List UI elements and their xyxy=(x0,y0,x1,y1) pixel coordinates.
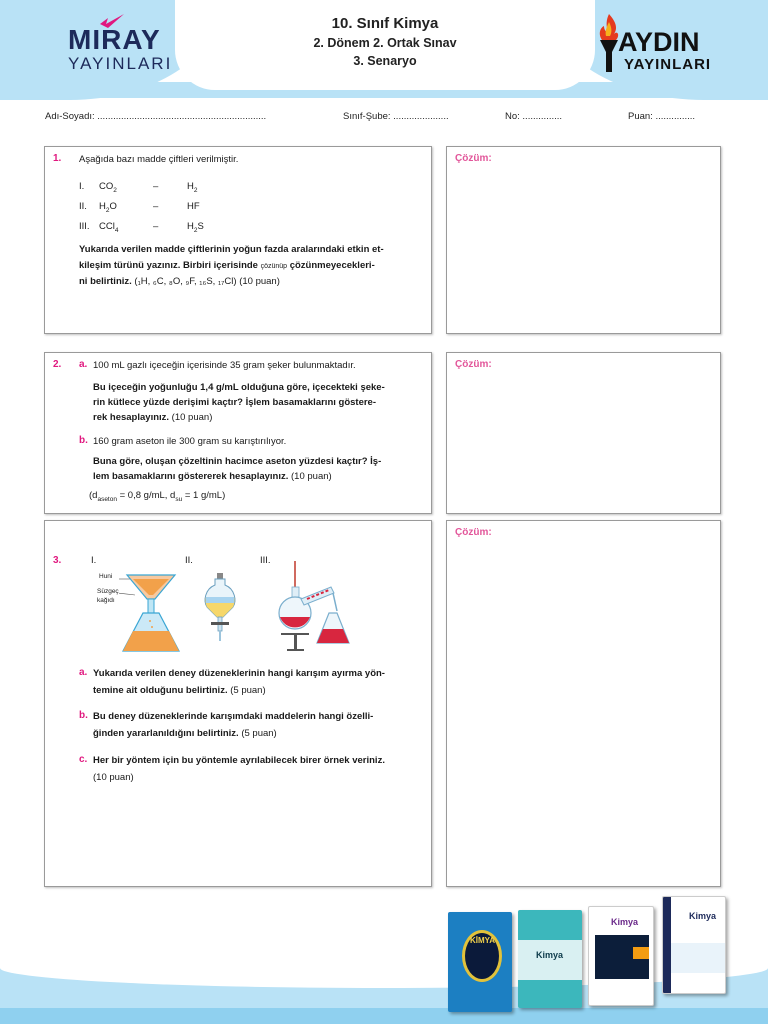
question-number: 2. xyxy=(53,359,62,370)
formula: H xyxy=(187,181,194,192)
class-field[interactable]: Sınıf-Şube: ..................... xyxy=(343,111,449,122)
footer-band xyxy=(0,1008,768,1024)
subscript: 2 xyxy=(193,186,198,194)
separatory-funnel-icon xyxy=(201,573,241,643)
formula: S xyxy=(197,221,204,232)
q2a-bold-2: rin kütlece yüzde derişimi kaçtır? İşlem basamaklarını göstere- xyxy=(93,397,377,408)
aydin-logo xyxy=(596,12,726,76)
aydin-brand: AYDIN xyxy=(618,27,700,57)
sub-letter-a: a. xyxy=(79,359,88,370)
miray-logo-mark-icon xyxy=(98,14,126,28)
text-part: lem basamaklarını göstererek hesaplayınız. xyxy=(93,471,289,482)
question-number: 1. xyxy=(53,153,62,164)
book-cover-1 xyxy=(448,912,512,1012)
q2b-text: 160 gram aseton ile 300 gram su karıştırılıyor. xyxy=(93,436,287,447)
text-part: çözünmeyecekleri- xyxy=(287,260,375,271)
book-cover-2 xyxy=(518,910,582,1008)
sub-letter-b: b. xyxy=(79,435,88,446)
sub-letter-c: c. xyxy=(79,754,88,765)
pair-3-b xyxy=(187,219,204,238)
miray-brand: MIRAY xyxy=(68,24,161,55)
solution-3-box[interactable] xyxy=(446,520,721,887)
question-2-box xyxy=(44,352,432,514)
q2b-density xyxy=(89,488,225,507)
suzgec-label-1: Süzgeç xyxy=(97,588,119,595)
score-field[interactable]: Puan: ............... xyxy=(628,111,696,122)
points: (10 puan) xyxy=(169,412,213,423)
subscript: 2 xyxy=(193,226,198,234)
q2b-bold-1: Buna göre, oluşan çözeltinin hacimce aseton yüzdesi kaçtır? İş- xyxy=(93,456,382,467)
text-part: = 0,8 g/mL, d xyxy=(116,490,176,501)
pair-3-dash: – xyxy=(153,221,159,232)
q3c-points: (10 puan) xyxy=(93,772,134,783)
exam-title-block xyxy=(220,14,550,70)
book-title: Kimya xyxy=(689,911,717,921)
formula: H xyxy=(187,221,194,232)
q2a-text: 100 mL gazlı içeceğin içerisinde 35 gram şeker bulunmaktadır. xyxy=(93,360,356,371)
subscript: aseton xyxy=(97,495,117,503)
pair-row-3 xyxy=(79,219,90,234)
text-part: temine ait olduğunu belirtiniz. xyxy=(93,685,228,696)
subscript: 4 xyxy=(114,226,119,234)
book-cover-4 xyxy=(662,896,726,994)
solution-1-box[interactable] xyxy=(446,146,721,334)
q2a-bold-3 xyxy=(93,410,212,425)
miray-sub: YAYINLARI xyxy=(68,54,173,73)
q3a-bold-2 xyxy=(93,683,266,698)
filtration-apparatus-icon xyxy=(119,573,199,655)
points: (5 puan) xyxy=(238,728,277,739)
exam-title: 10. Sınıf Kimya xyxy=(331,15,439,32)
formula: O xyxy=(109,201,117,212)
book-cover-art xyxy=(663,943,726,973)
text-part: kileşim türünü yazınız. Birbiri içerisinde xyxy=(79,260,261,271)
question-1-line-2 xyxy=(79,258,429,274)
subscript: su xyxy=(175,495,183,503)
text-part: rek hesaplayınız. xyxy=(93,412,170,423)
distillation-apparatus-icon xyxy=(277,559,357,655)
points: (10 puan) xyxy=(288,471,332,482)
pair-2-a xyxy=(99,199,117,218)
q3a-bold-1: Yukarıda verilen deney düzeneklerinin hangi karışım ayırma yön- xyxy=(93,668,385,679)
question-1-line-3 xyxy=(79,274,429,289)
book-cover-3 xyxy=(588,906,654,1006)
points: (10 puan) xyxy=(236,276,280,287)
figure-label-1: I. xyxy=(91,555,97,566)
question-1-box xyxy=(44,146,432,334)
pair-1-dash: – xyxy=(153,181,159,192)
question-intro: Aşağıda bazı madde çiftleri verilmiştir. xyxy=(79,154,239,165)
pair-row-1 xyxy=(79,179,84,194)
q2a-bold-1: Bu içeceğin yoğunluğu 1,4 g/mL olduğuna göre, içecekteki şeke- xyxy=(93,382,385,393)
sub-letter-b: b. xyxy=(79,710,88,721)
book-spine xyxy=(663,897,671,994)
small-note: çözünüp xyxy=(260,263,288,270)
number-field[interactable]: No: ............... xyxy=(505,111,563,122)
sub-letter-a: a. xyxy=(79,667,88,678)
roman-numeral: III. xyxy=(79,221,90,232)
roman-numeral: I. xyxy=(79,181,85,192)
book-title: Kimya xyxy=(611,917,639,927)
exam-subtitle: 2. Dönem 2. Ortak Sınav xyxy=(313,36,457,50)
exam-scenario: 3. Senaryo xyxy=(353,54,417,68)
solution-label: Çözüm: xyxy=(455,359,492,370)
book-title: KİMYA xyxy=(470,936,496,945)
name-field[interactable]: Adı-Soyadı: ................................................................ xyxy=(45,111,267,122)
book-badge xyxy=(633,947,649,959)
pair-1-a xyxy=(99,179,117,198)
q3b-bold-2 xyxy=(93,726,277,741)
question-1-line-1: Yukarıda verilen madde çiftlerinin yoğun fazda aralarındaki etkin et- xyxy=(79,244,384,255)
subscript: 2 xyxy=(113,186,117,194)
question-3-box xyxy=(44,520,432,887)
roman-numeral: II. xyxy=(79,201,87,212)
q3c-bold-1: Her bir yöntem için bu yöntemle ayrılabilecek birer örnek veriniz. xyxy=(93,755,385,766)
formula: H xyxy=(99,201,106,212)
question-number: 3. xyxy=(53,555,62,566)
suzgec-label-2: kağıdı xyxy=(97,597,115,604)
book-title: Kimya xyxy=(536,950,564,960)
book-cover-art xyxy=(518,940,582,980)
q3b-bold-1: Bu deney düzeneklerinde karışımdaki maddelerin hangi özelli- xyxy=(93,711,374,722)
text-part: (d xyxy=(89,490,98,501)
points: (5 puan) xyxy=(227,685,266,696)
element-list: (₁H, ₆C, ₈O, ₉F, ₁₆S, ₁₇Cl) xyxy=(134,276,237,287)
pair-3-a xyxy=(99,219,118,238)
solution-label: Çözüm: xyxy=(455,153,492,164)
subscript: 2 xyxy=(105,206,110,214)
figure-label-2: II. xyxy=(185,555,193,566)
huni-label: Huni xyxy=(99,573,113,580)
pair-2-dash: – xyxy=(153,201,159,212)
q2b-bold-2 xyxy=(93,469,332,484)
aydin-sub: YAYINLARI xyxy=(624,56,712,73)
formula: CCl xyxy=(99,221,115,232)
solution-label: Çözüm: xyxy=(455,527,492,538)
pair-2-b: HF xyxy=(187,201,200,212)
pair-row-2 xyxy=(79,199,87,214)
solution-2-box[interactable] xyxy=(446,352,721,514)
figure-label-3: III. xyxy=(260,555,271,566)
miray-logo xyxy=(68,18,178,74)
pair-1-b xyxy=(187,179,198,198)
text-part: ni belirtiniz. xyxy=(79,276,132,287)
text-part: ğinden yararlanıldığını belirtiniz. xyxy=(93,728,239,739)
text-part: = 1 g/mL) xyxy=(182,490,226,501)
formula: CO xyxy=(99,181,114,192)
